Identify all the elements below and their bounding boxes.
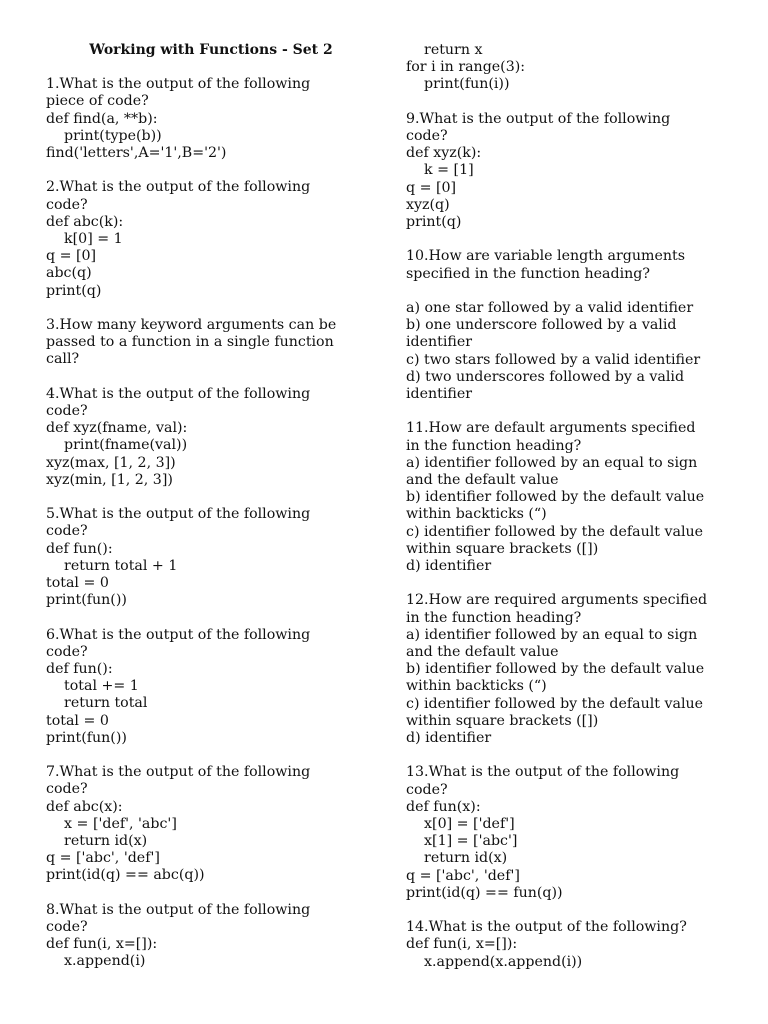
text-line: code? [46,919,88,936]
text-line: 5.What is the output of the following [46,506,311,523]
text-line: 12.How are required arguments specified [406,592,708,609]
text-line: xyz(min, [1, 2, 3]) [46,471,173,488]
text-line: 3.How many keyword arguments can be [46,317,337,334]
text-line: q = [0] [46,248,97,265]
paragraph-gap [406,902,736,919]
text-line: code? [406,781,448,798]
text-line: def fun(x): [406,798,481,815]
text-line: call? [46,351,80,368]
text-line: print(fun(i)) [406,76,510,93]
text-line: print(q) [406,214,462,231]
paragraph-gap [46,489,376,506]
text-line: passed to a function in a single function [46,334,334,351]
text-line: def abc(k): [46,213,124,230]
text-line: in the function heading? [406,609,582,626]
right-column-lines [406,42,736,971]
paragraph-gap [406,231,736,248]
text-line: x[1] = ['abc'] [406,833,518,850]
text-line: code? [46,196,88,213]
paragraph-gap [46,885,376,902]
text-line: print(fun()) [46,729,127,746]
text-line: specified in the function heading? [406,265,650,282]
text-line: abc(q) [46,265,92,282]
text-line: print(type(b)) [46,127,162,144]
text-line: c) two stars followed by a valid identifier [406,351,701,368]
paragraph-gap [46,300,376,317]
paragraph-gap [46,369,376,386]
text-line: return total + 1 [46,557,178,574]
text-line: print(id(q) == abc(q)) [46,867,205,884]
text-line: print(fun()) [46,592,127,609]
text-line: 1.What is the output of the following [46,76,311,93]
paragraph-gap [46,162,376,179]
paragraph-gap [46,609,376,626]
text-line: d) identifier [406,730,492,747]
text-line: code? [46,781,88,798]
text-line: def abc(x): [46,798,123,815]
text-line: q = [0] [406,179,457,196]
text-line: and the default value [406,472,559,489]
text-line: a) one star followed by a valid identifier [406,300,694,316]
text-line: return id(x) [406,850,508,867]
text-line: def find(a, **b): [46,110,158,127]
text-line: 7.What is the output of the following [46,764,311,781]
text-line: 14.What is the output of the following? [406,919,687,936]
text-line: total = 0 [46,712,109,729]
text-line: 9.What is the output of the following [406,110,671,127]
text-line: print(id(q) == fun(q)) [406,884,563,901]
text-line: 10.How are variable length arguments [406,248,685,265]
text-line: q = ['abc', 'def'] [406,867,520,884]
right-column [406,42,736,971]
text-line: c) identifier followed by the default value [406,523,704,540]
text-line: and the default value [406,644,559,661]
text-line: def fun(): [46,661,113,678]
text-line: within square brackets ([]) [406,712,599,729]
text-line: b) identifier followed by the default value [406,661,705,678]
text-line: 8.What is the output of the following [46,901,311,918]
text-line: x[0] = ['def'] [406,816,515,833]
text-line: x = ['def', 'abc'] [46,815,177,832]
text-line: within backticks (“) [406,678,547,695]
text-line: d) identifier [406,558,492,575]
text-line: print(q) [46,282,102,299]
text-line: piece of code? [46,93,149,110]
text-line: def fun(): [46,540,113,557]
paragraph-gap [406,575,736,592]
text-line: 11.How are default arguments specified [406,420,696,437]
text-line: def fun(i, x=[]): [46,936,158,953]
paragraph-gap [406,747,736,764]
text-line: in the function heading? [406,437,582,454]
text-line: b) one underscore followed by a valid [406,317,677,334]
paragraph-gap [406,403,736,420]
text-line: 4.What is the output of the following [46,385,311,402]
left-column-lines [46,76,376,970]
text-line: total += 1 [46,678,139,695]
paragraph-gap [406,283,736,300]
text-line: c) identifier followed by the default value [406,695,704,712]
text-line: find('letters',A='1',B='2') [46,145,227,162]
text-line: d) two underscores followed by a valid [406,368,685,385]
text-line: code? [46,523,88,540]
text-line: k[0] = 1 [46,231,123,248]
text-line: a) identifier followed by an equal to sign [406,626,698,643]
document-title: Working with Functions - Set 2 [89,42,333,58]
text-line: within square brackets ([]) [406,540,599,557]
text-line: def fun(i, x=[]): [406,936,518,953]
text-line: identifier [406,334,473,351]
text-line: x.append(i) [46,953,146,970]
text-line: b) identifier followed by the default value [406,489,705,506]
paragraph-gap [46,747,376,764]
text-line: code? [46,643,88,660]
text-line: return total [46,695,148,712]
left-column [46,42,376,971]
text-line: for i in range(3): [406,59,526,76]
text-line: k = [1] [406,162,474,179]
text-line: def xyz(k): [406,145,482,162]
text-line: 6.What is the output of the following [46,626,311,643]
text-line: 13.What is the output of the following [406,764,680,781]
text-line: code? [406,128,448,144]
text-line: print(fname(val)) [46,437,188,454]
text-line: a) identifier followed by an equal to sign [406,454,698,471]
text-line: def xyz(fname, val): [46,420,188,437]
text-line: q = ['abc', 'def'] [46,850,160,867]
text-line: within backticks (“) [406,506,547,523]
text-line: xyz(max, [1, 2, 3]) [46,454,176,471]
text-line: return x [406,42,483,58]
text-line: 2.What is the output of the following [46,179,311,196]
text-line: code? [46,403,88,420]
paragraph-gap [406,94,736,111]
text-line: x.append(x.append(i)) [406,953,583,970]
text-line: identifier [406,386,473,403]
text-line: xyz(q) [406,196,450,213]
text-line: return id(x) [46,833,148,850]
text-line: total = 0 [46,575,109,592]
